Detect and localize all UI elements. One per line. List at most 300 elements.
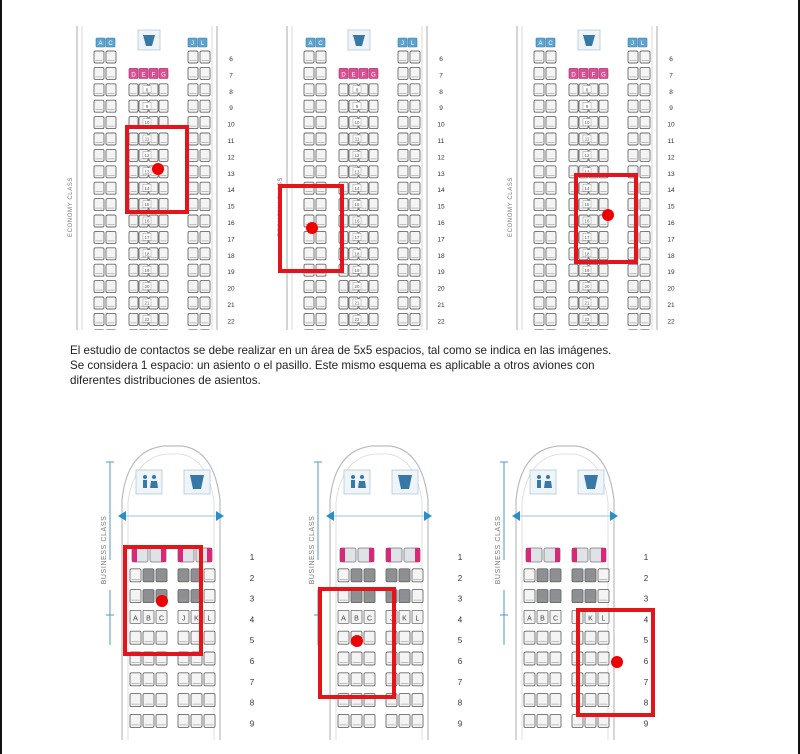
seat <box>369 297 378 309</box>
seat <box>338 590 349 603</box>
seat <box>339 100 348 112</box>
middle-row-tag <box>143 233 151 240</box>
seat <box>143 714 154 727</box>
row-number: 16 <box>667 220 675 227</box>
seat <box>524 694 535 707</box>
seat <box>640 297 650 309</box>
seat <box>316 297 326 309</box>
middle-seat-header <box>359 68 368 78</box>
seat <box>159 313 168 325</box>
middle-row-number: 20 <box>144 284 150 290</box>
row-number: 11 <box>227 138 235 145</box>
seat <box>188 297 198 309</box>
middle-row-number: 14 <box>354 185 360 191</box>
seat <box>304 117 314 129</box>
seat <box>94 67 104 79</box>
seat <box>106 281 116 293</box>
seat <box>178 714 189 727</box>
seat <box>599 297 608 309</box>
seat <box>537 590 548 603</box>
seat <box>316 133 326 145</box>
seat <box>546 133 556 145</box>
middle-row-tag <box>583 283 591 290</box>
seat-header <box>398 38 407 47</box>
row-number: 8 <box>249 698 255 708</box>
middle-row-tag <box>143 250 151 257</box>
row-number: 9 <box>229 105 233 113</box>
seat-letter-box <box>598 610 609 623</box>
business-seatmap-2 <box>300 440 475 740</box>
seat <box>106 231 116 243</box>
seat <box>200 84 210 96</box>
class-label: BUSINESS CLASS <box>309 515 316 585</box>
business-seatmap-3 <box>486 440 661 740</box>
lavatory-icon <box>530 470 556 494</box>
seat-letter: L <box>415 615 420 623</box>
seat <box>106 297 116 309</box>
seat <box>156 673 167 686</box>
seat <box>338 652 349 665</box>
seat <box>159 215 168 227</box>
seat <box>204 673 215 686</box>
seat <box>410 297 420 309</box>
middle-row-number: 20 <box>584 284 590 290</box>
seat <box>156 569 167 582</box>
seat <box>398 264 408 276</box>
seat <box>200 248 210 260</box>
seat <box>94 182 104 194</box>
middle-row-number: 11 <box>354 136 360 142</box>
middle-row-number: 14 <box>144 185 150 191</box>
middle-row-tag <box>353 250 361 257</box>
seat-letter: A <box>308 41 313 47</box>
middle-seat-header <box>599 68 608 78</box>
seat <box>94 149 104 161</box>
seat <box>572 590 583 603</box>
row-number: 5 <box>249 636 255 646</box>
seat-letter: J <box>181 615 186 623</box>
seat <box>129 100 138 112</box>
seat-letter: L <box>640 41 645 47</box>
seat-letter: B <box>354 615 359 623</box>
seat <box>569 281 578 293</box>
seat-letter: J <box>631 41 634 47</box>
middle-row-tag <box>353 233 361 240</box>
seat <box>386 569 397 582</box>
seat <box>188 149 198 161</box>
row-number: 6 <box>457 657 463 666</box>
row-number: 4 <box>457 615 463 625</box>
seat <box>599 264 608 276</box>
seat-letter: A <box>538 41 543 47</box>
row-number: 9 <box>643 719 649 729</box>
seat <box>585 694 596 707</box>
row-number: 15 <box>437 203 445 211</box>
middle-row-tag <box>583 250 591 257</box>
seat <box>188 248 198 260</box>
seat <box>143 694 154 707</box>
seat <box>410 149 420 161</box>
seat <box>106 264 116 276</box>
economy-seatmap-3 <box>506 12 681 330</box>
seat <box>178 694 189 707</box>
row-number: 17 <box>667 236 675 244</box>
seat <box>524 714 535 727</box>
seat <box>550 590 561 603</box>
seat <box>534 133 544 145</box>
seat <box>188 264 198 276</box>
seat <box>129 199 138 211</box>
middle-row-tag <box>353 86 361 93</box>
middle-row-number: 9 <box>145 103 149 109</box>
galley-drink-icon <box>138 30 160 50</box>
row-number: 16 <box>437 220 445 227</box>
seat <box>188 84 198 96</box>
seat <box>546 248 556 260</box>
seat <box>369 100 378 112</box>
premium-seat-pair <box>386 548 420 562</box>
seat <box>534 248 544 260</box>
economy-seatmap-2 <box>276 12 451 330</box>
seat <box>534 166 544 178</box>
middle-row-number: 16 <box>354 218 360 224</box>
economy-seatmap-svg <box>276 12 451 330</box>
seat-header <box>408 38 417 47</box>
seat <box>129 231 138 243</box>
seat <box>339 313 348 325</box>
seat <box>640 313 650 325</box>
middle-row-tag <box>143 86 151 93</box>
seat <box>304 100 314 112</box>
row-number: 6 <box>669 56 673 63</box>
seat-letter: F <box>151 72 156 79</box>
row-number: 20 <box>437 285 445 293</box>
middle-seat-header <box>159 68 168 78</box>
middle-seat-header <box>129 68 138 78</box>
seat <box>628 100 638 112</box>
seat <box>369 182 378 194</box>
economy-seatmap-svg <box>66 12 241 330</box>
seat <box>398 67 408 79</box>
seat-header <box>316 38 325 47</box>
seat <box>572 569 583 582</box>
seat <box>178 673 189 686</box>
row-number: 14 <box>667 187 675 195</box>
seat <box>316 231 326 243</box>
seat-letter: B <box>540 615 545 623</box>
seat <box>304 166 314 178</box>
infected-seat-dot <box>156 595 168 607</box>
seat <box>524 652 535 665</box>
premium-seat-pair <box>526 548 560 562</box>
seat <box>129 149 138 161</box>
seat-letter-box <box>399 610 410 623</box>
seat <box>534 231 544 243</box>
seat <box>585 569 596 582</box>
row-number: 22 <box>437 318 445 326</box>
seat <box>546 166 556 178</box>
seat <box>106 100 116 112</box>
seat <box>106 133 116 145</box>
seat <box>546 51 556 63</box>
middle-row-tag <box>143 102 151 109</box>
seat <box>599 117 608 129</box>
seat <box>94 51 104 63</box>
seat <box>399 714 410 727</box>
seat <box>364 714 375 727</box>
seat <box>204 569 215 582</box>
middle-row-number: 8 <box>355 87 359 93</box>
seat <box>339 297 348 309</box>
middle-seat-header <box>589 68 598 78</box>
row-number: 18 <box>667 252 675 260</box>
seat <box>204 631 215 644</box>
row-number: 18 <box>227 252 235 260</box>
seat <box>599 149 608 161</box>
seat <box>628 84 638 96</box>
seat <box>316 100 326 112</box>
row-number: 3 <box>249 594 255 604</box>
seat <box>546 67 556 79</box>
seat <box>546 84 556 96</box>
middle-row-number: 22 <box>354 317 360 322</box>
seat <box>204 694 215 707</box>
seat <box>398 215 408 227</box>
paragraph-space-def: Se considera 1 espacio: un asiento o el pasillo. Este mismo esquema es aplicable a otros aviones con <box>70 359 595 372</box>
lavatory-icon <box>136 470 162 494</box>
seat-letter: E <box>581 72 586 79</box>
row-number: 4 <box>643 615 649 625</box>
seat <box>524 590 535 603</box>
seat <box>200 67 210 79</box>
middle-row-tag <box>353 151 361 158</box>
premium-seat-pair <box>178 548 212 562</box>
seat <box>159 248 168 260</box>
row-number: 6 <box>439 56 443 63</box>
seat <box>628 67 638 79</box>
middle-row-tag <box>583 299 591 306</box>
seat-letter: A <box>527 615 532 623</box>
middle-row-tag <box>583 135 591 142</box>
infected-seat-dot <box>351 635 363 647</box>
seat <box>369 133 378 145</box>
middle-row-tag <box>583 201 591 208</box>
seat <box>316 149 326 161</box>
seat <box>534 297 544 309</box>
seat <box>200 313 210 325</box>
seat <box>339 84 348 96</box>
row-number: 10 <box>437 121 445 129</box>
seat <box>399 652 410 665</box>
middle-row-tag <box>583 315 591 322</box>
seat-letter: A <box>341 615 346 623</box>
middle-seat-header <box>139 68 148 78</box>
middle-row-number: 18 <box>144 251 150 257</box>
seat <box>129 166 138 178</box>
seat <box>200 182 210 194</box>
seat <box>628 281 638 293</box>
row-number: 21 <box>227 302 235 309</box>
seat <box>339 166 348 178</box>
seat <box>410 182 420 194</box>
seat <box>398 313 408 325</box>
seat <box>598 673 609 686</box>
seat <box>399 631 410 644</box>
row-number: 18 <box>437 252 445 260</box>
seat <box>143 673 154 686</box>
seat <box>94 133 104 145</box>
seat <box>569 149 578 161</box>
seat <box>550 631 561 644</box>
seat <box>585 673 596 686</box>
row-number: 3 <box>457 594 463 604</box>
middle-row-number: 9 <box>355 103 359 109</box>
seat-header <box>198 38 207 47</box>
row-number: 19 <box>227 269 235 277</box>
seat-letter: D <box>131 72 136 79</box>
seat <box>316 166 326 178</box>
seat <box>200 199 210 211</box>
seat <box>410 84 420 96</box>
seat-letter-box <box>524 610 535 623</box>
seat <box>351 714 362 727</box>
seat <box>351 673 362 686</box>
economy-seatmap-1 <box>66 12 241 330</box>
seat <box>410 166 420 178</box>
row-number: 9 <box>669 105 673 113</box>
middle-row-number: 16 <box>144 218 150 224</box>
seat-letter-box <box>537 610 548 623</box>
seat <box>188 199 198 211</box>
seat <box>550 714 561 727</box>
seat <box>399 569 410 582</box>
class-label: BUSINESS CLASS <box>101 515 108 585</box>
seat <box>200 264 210 276</box>
seat-letter: J <box>191 41 194 47</box>
seat <box>398 117 408 129</box>
seat <box>106 182 116 194</box>
seat <box>398 51 408 63</box>
row-number: 9 <box>249 719 255 729</box>
row-number: 13 <box>227 170 235 178</box>
seat-letter: G <box>371 72 376 79</box>
seat <box>364 652 375 665</box>
seat <box>178 569 189 582</box>
seat <box>130 569 141 582</box>
seat <box>369 231 378 243</box>
seat-letter: F <box>361 72 366 79</box>
seat <box>129 215 138 227</box>
seat <box>398 199 408 211</box>
business-seatmap-svg <box>486 440 661 740</box>
seat <box>94 313 104 325</box>
row-number: 14 <box>227 187 235 195</box>
seat-letter: L <box>207 615 212 623</box>
seat <box>364 569 375 582</box>
seat <box>159 182 168 194</box>
paragraph-space-def-cont: diferentes distribuciones de asientos. <box>70 374 261 387</box>
seat <box>550 694 561 707</box>
seat <box>316 199 326 211</box>
row-number: 2 <box>643 573 649 583</box>
seat <box>200 117 210 129</box>
seat <box>159 100 168 112</box>
seat-letter: C <box>158 615 165 623</box>
middle-row-number: 19 <box>144 267 150 273</box>
seat <box>640 182 650 194</box>
seat <box>524 569 535 582</box>
seat <box>628 133 638 145</box>
row-number: 11 <box>667 138 675 145</box>
seat <box>106 215 116 227</box>
seat <box>94 231 104 243</box>
seat-letter: J <box>575 615 580 623</box>
middle-row-tag <box>353 299 361 306</box>
seat-letter: K <box>588 615 593 623</box>
seat <box>585 590 596 603</box>
seat <box>599 100 608 112</box>
seat <box>569 117 578 129</box>
row-number: 7 <box>229 72 233 80</box>
middle-row-tag <box>583 184 591 191</box>
seat <box>106 199 116 211</box>
seat <box>546 281 556 293</box>
seat <box>410 51 420 63</box>
middle-seat-header <box>569 68 578 78</box>
seat <box>156 714 167 727</box>
seat <box>364 631 375 644</box>
seat <box>534 51 544 63</box>
seat <box>94 215 104 227</box>
seat <box>188 215 198 227</box>
seat-letter-box <box>338 610 349 623</box>
seat-letter: C <box>366 615 373 623</box>
seat <box>640 84 650 96</box>
seat-letter: K <box>402 615 407 623</box>
seat <box>191 673 202 686</box>
middle-row-number: 13 <box>354 169 360 175</box>
row-number: 6 <box>249 657 255 666</box>
seat <box>304 281 314 293</box>
seat <box>316 215 326 227</box>
row-number: 21 <box>667 302 675 309</box>
middle-row-tag <box>143 119 151 126</box>
row-number: 16 <box>227 220 235 227</box>
seat-letter-box <box>412 610 423 623</box>
row-number: 8 <box>439 88 443 96</box>
seat <box>204 590 215 603</box>
seat <box>94 100 104 112</box>
seat <box>412 569 423 582</box>
seat <box>534 149 544 161</box>
seat <box>546 264 556 276</box>
seat <box>534 215 544 227</box>
page-edge-left <box>0 0 2 754</box>
seat <box>338 631 349 644</box>
infected-seat-dot <box>602 209 614 221</box>
seat-letter: J <box>389 615 394 623</box>
seat <box>188 313 198 325</box>
row-number: 14 <box>437 187 445 195</box>
seat <box>412 590 423 603</box>
seat <box>304 313 314 325</box>
seat <box>628 149 638 161</box>
seat <box>143 590 154 603</box>
middle-row-number: 13 <box>584 169 590 175</box>
middle-row-number: 9 <box>585 103 589 109</box>
row-number: 20 <box>667 285 675 293</box>
seat <box>410 231 420 243</box>
